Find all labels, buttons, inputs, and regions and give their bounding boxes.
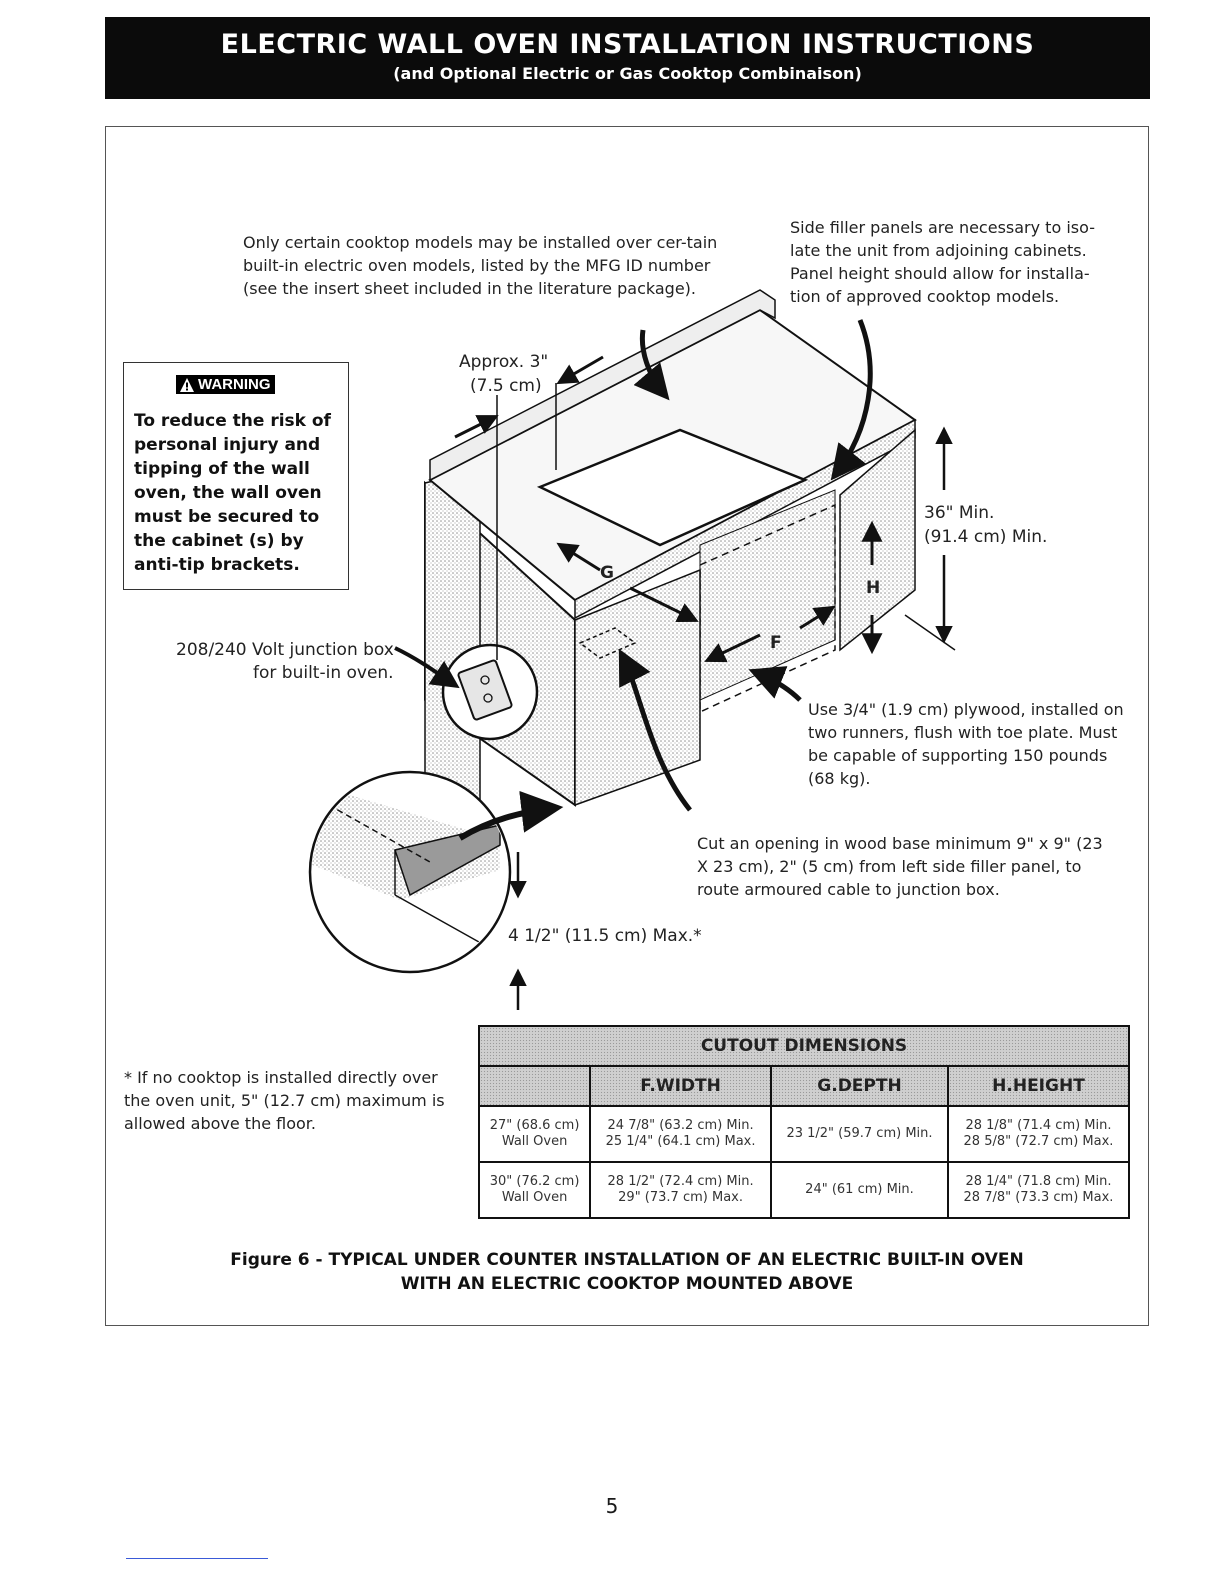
- junction-box-label-1: 208/240 Volt junction box: [176, 640, 394, 660]
- figure-caption-line2: WITH AN ELECTRIC COOKTOP MOUNTED ABOVE: [400, 1274, 854, 1294]
- g-depth-marker: G: [600, 563, 614, 583]
- min-height-label-2: (91.4 cm) Min.: [924, 527, 1048, 547]
- f-width-marker: F: [770, 633, 782, 653]
- footer-rule: [126, 1558, 268, 1559]
- table-header-height: H.HEIGHT: [948, 1066, 1129, 1106]
- warning-badge: [176, 375, 275, 394]
- table-header-depth: G.DEPTH: [771, 1066, 948, 1106]
- width-cell: [590, 1162, 771, 1218]
- table-header-empty: [479, 1066, 590, 1106]
- plywood-note: Use 3/4" (1.9 cm) plywood, installed on two runners, flush with toe plate. Must be capable of supporting 150 pounds (68 kg).: [808, 700, 1124, 788]
- cooktop-models-note: Only certain cooktop models may be installed over cer-tain built-in electric oven models, listed by the MFG ID number (see the insert sheet included in the literature package).: [243, 233, 718, 298]
- approx-label-2: (7.5 cm): [470, 376, 542, 396]
- height-min: 28 1/4" (71.8 cm) Min.: [965, 1174, 1112, 1189]
- row-label-line1: 27" (68.6 cm): [489, 1118, 580, 1133]
- approx-label-1: Approx. 3": [459, 352, 549, 372]
- row-label: [479, 1106, 590, 1162]
- warning-triangle-icon: [179, 377, 195, 393]
- row-label: [479, 1162, 590, 1218]
- table-row: [479, 1106, 1129, 1162]
- width-max: 29" (73.7 cm) Max.: [618, 1190, 743, 1205]
- footnote: * If no cooktop is installed directly over the oven unit, 5" (12.7 cm) maximum is allowed above the floor.: [124, 1068, 445, 1133]
- table-row: [479, 1162, 1129, 1218]
- row-label-line2: Wall Oven: [501, 1190, 568, 1205]
- max-height-label: 4 1/2" (11.5 cm) Max.*: [508, 926, 702, 946]
- width-cell: [590, 1106, 771, 1162]
- depth-cell: 24" (61 cm) Min.: [771, 1162, 948, 1218]
- warning-text: To reduce the risk of personal injury and tipping of the wall oven, the wall oven must be secured to the cabinet (s) by anti-tip brackets.: [134, 411, 331, 575]
- page-title: ELECTRIC WALL OVEN INSTALLATION INSTRUCTIONS: [220, 29, 1035, 60]
- junction-box-label-2: for built-in oven.: [253, 663, 394, 683]
- row-label-line1: 30" (76.2 cm): [489, 1174, 580, 1189]
- height-max: 28 7/8" (73.3 cm) Max.: [963, 1190, 1114, 1205]
- side-filler-note: Side filler panels are necessary to iso-late the unit from adjoining cabinets. Panel height should allow for installa-tion of approved cooktop models.: [790, 218, 1095, 306]
- width-max: 25 1/4" (64.1 cm) Max.: [605, 1134, 756, 1149]
- page-subtitle: (and Optional Electric or Gas Cooktop Combinaison): [393, 64, 862, 83]
- cutout-dimensions-table: [478, 1025, 1130, 1219]
- depth-cell: 23 1/2" (59.7 cm) Min.: [771, 1106, 948, 1162]
- min-height-label-1: 36" Min.: [924, 503, 995, 523]
- opening-note: Cut an opening in wood base minimum 9" x 9" (23 X 23 cm), 2" (5 cm) from left side filler panel, to route armoured cable to junction box.: [697, 834, 1103, 899]
- table-title: CUTOUT DIMENSIONS: [479, 1026, 1129, 1066]
- height-max: 28 5/8" (72.7 cm) Max.: [963, 1134, 1114, 1149]
- height-cell: [948, 1162, 1129, 1218]
- height-min: 28 1/8" (71.4 cm) Min.: [965, 1118, 1112, 1133]
- h-height-marker: H: [866, 578, 881, 598]
- figure-caption-line1: Figure 6 - TYPICAL UNDER COUNTER INSTALLATION OF AN ELECTRIC BUILT-IN OVEN: [230, 1250, 1024, 1270]
- width-min: 24 7/8" (63.2 cm) Min.: [607, 1118, 754, 1133]
- warning-label: WARNING: [198, 376, 271, 393]
- width-min: 28 1/2" (72.4 cm) Min.: [607, 1174, 754, 1189]
- height-cell: [948, 1106, 1129, 1162]
- warning-box: [123, 362, 349, 590]
- row-label-line2: Wall Oven: [501, 1134, 568, 1149]
- page-number: 5: [605, 1494, 619, 1518]
- table-header-width: F.WIDTH: [590, 1066, 771, 1106]
